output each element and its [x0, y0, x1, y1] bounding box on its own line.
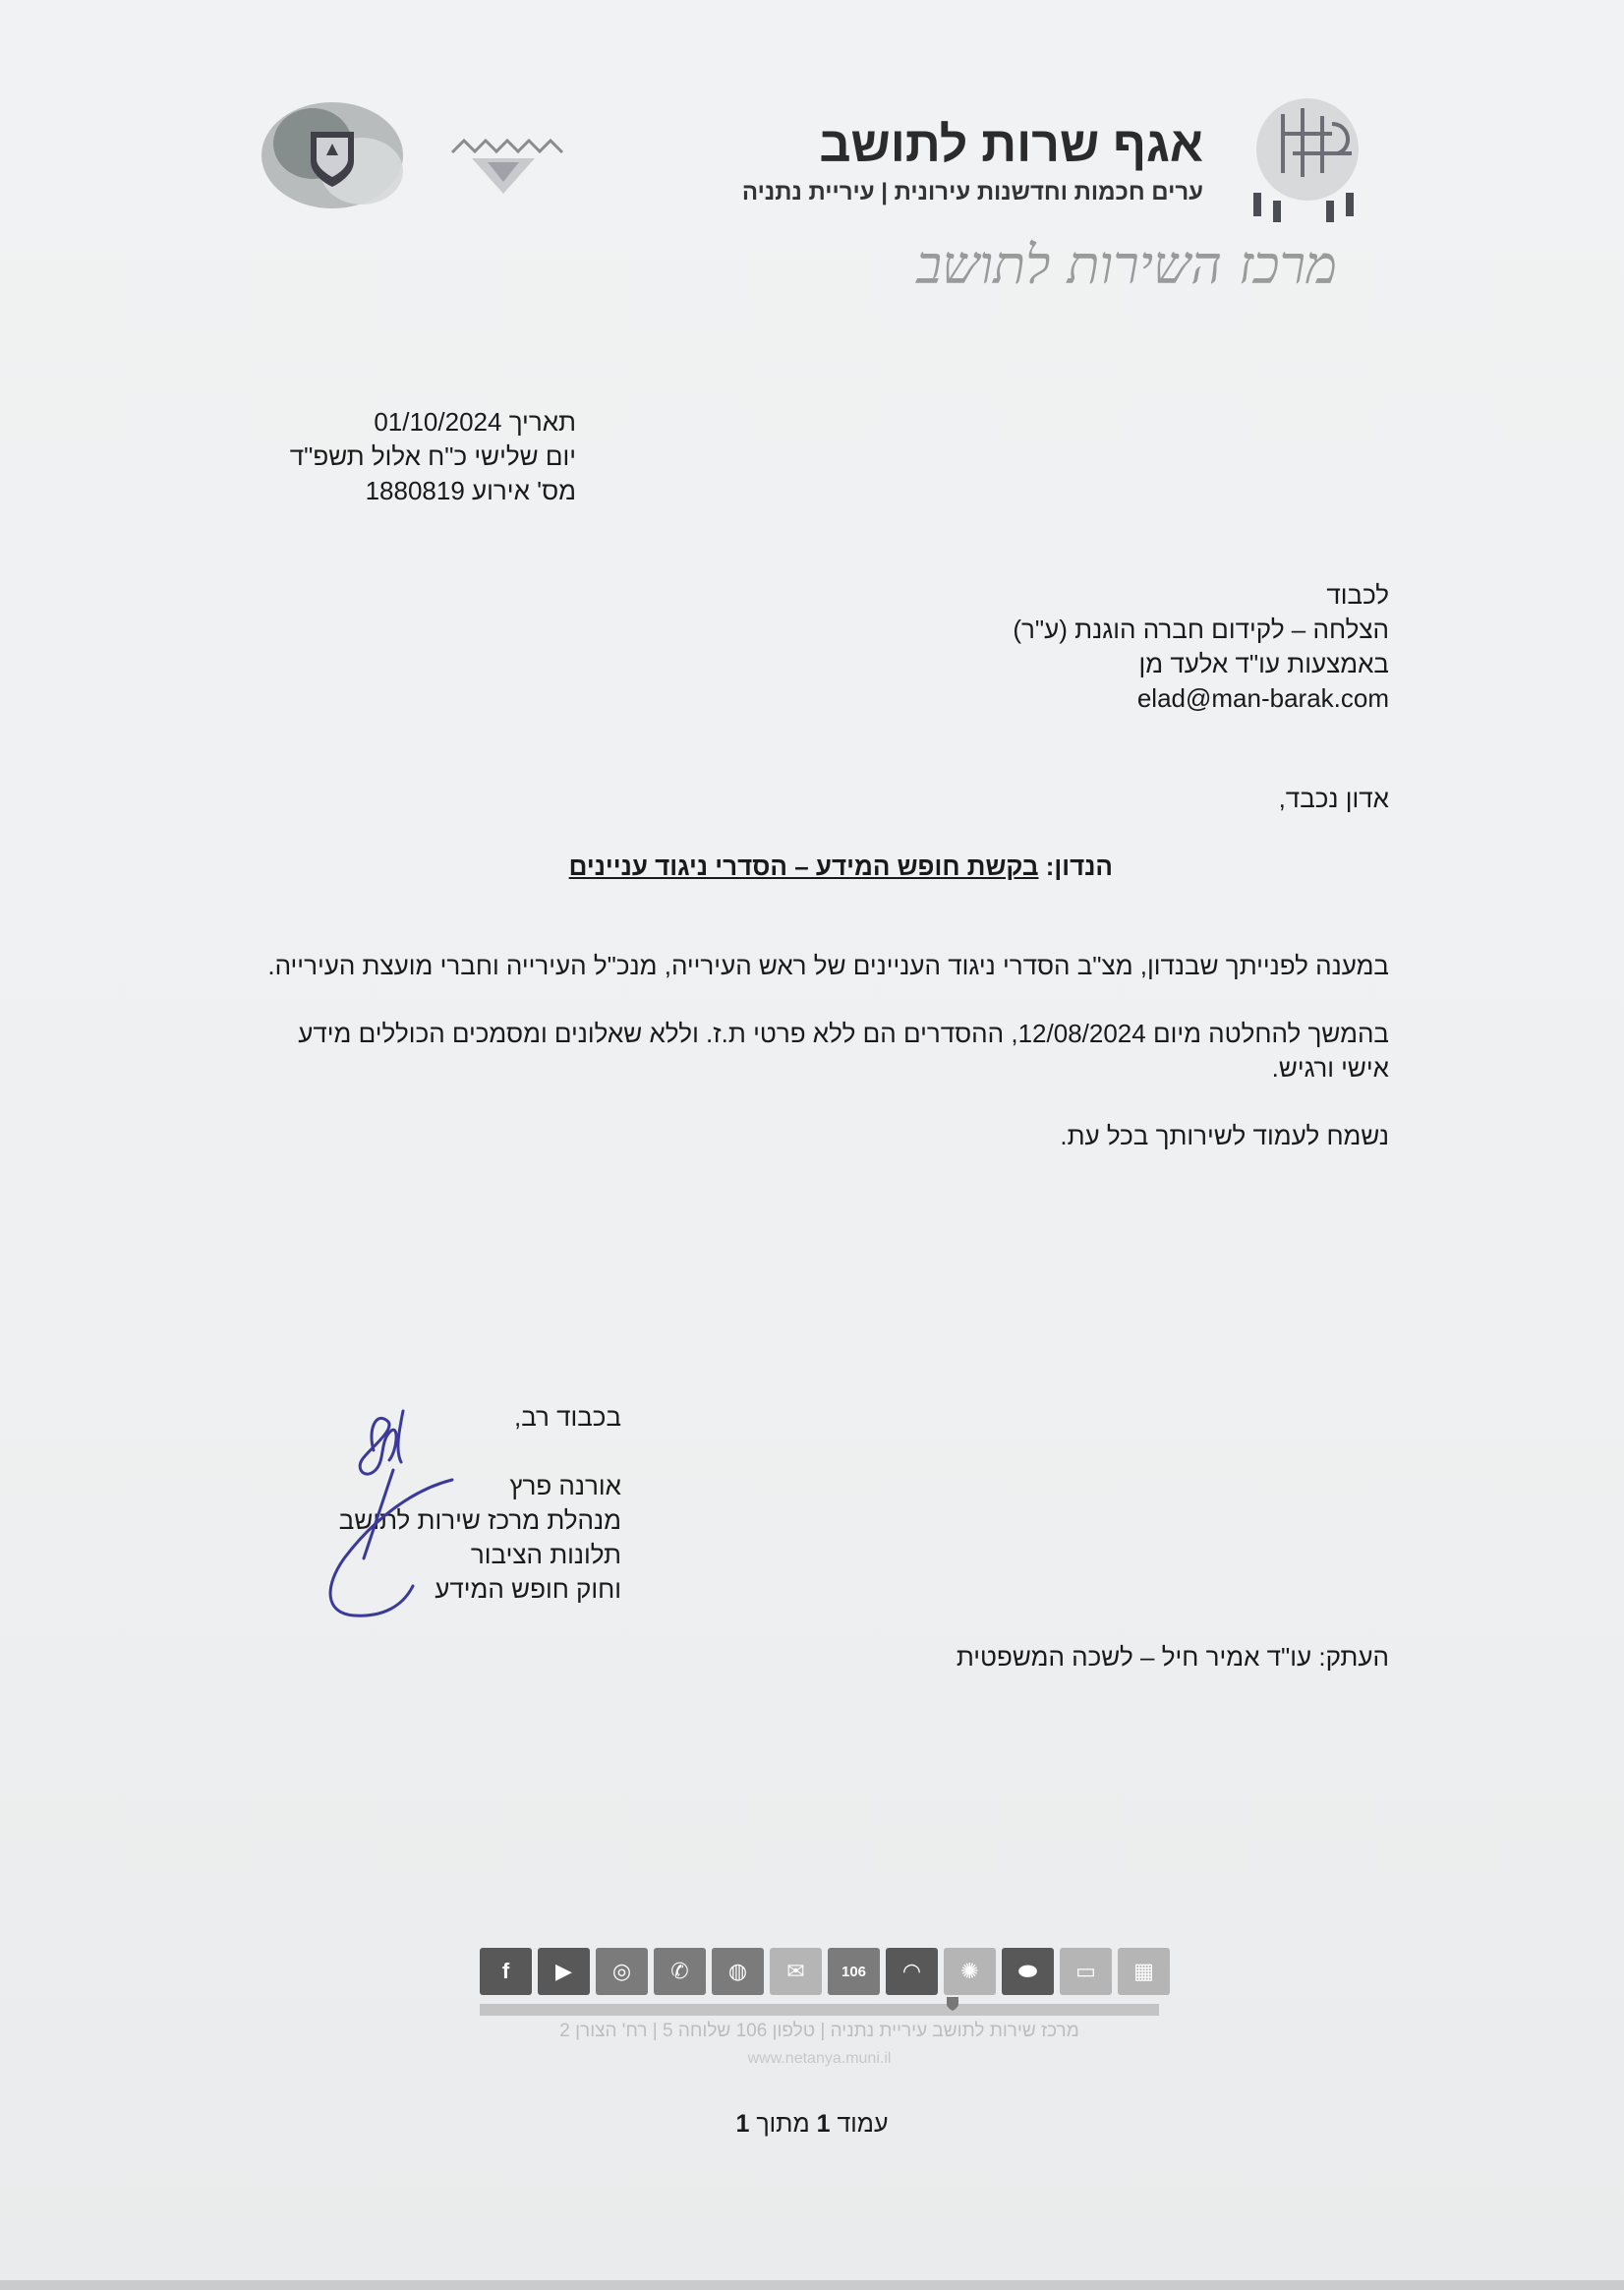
page-of: מתוך: [756, 2110, 810, 2138]
service-center-script-title: מרכז השירות לתושב: [916, 234, 1337, 296]
event-number: מס' אירוע 1880819: [365, 476, 576, 505]
signer-title-2: תלונות הציבור: [470, 1540, 621, 1569]
letter-date: תאריך 01/10/2024: [374, 407, 576, 437]
youtube-icon[interactable]: ▶: [538, 1948, 590, 1995]
car-icon[interactable]: ⬬: [1002, 1948, 1054, 1995]
salutation: אדון נכבד,: [1278, 784, 1389, 813]
monitor-icon[interactable]: ▭: [1060, 1948, 1112, 1995]
recipient-email: elad@man-barak.com: [1136, 683, 1389, 713]
body-paragraph-2: בהמשך להחלטה מיום 12/08/2024, ההסדרים הם ללא פרטי ת.ז. וללא שאלונים ומסמכים הכוללים מידע אישי ורגיש.: [298, 1019, 1389, 1083]
facebook-icon[interactable]: f: [480, 1948, 532, 1995]
department-title: אגף שרות לתושב: [819, 117, 1203, 172]
footer-bar: [480, 2004, 1159, 2016]
footer-icon-strip: [480, 1948, 1170, 1995]
body-paragraph-1: במענה לפנייתך שבנדון, מצ"ב הסדרי ניגוד העניינים של ראש העירייה, מנכ"ל העירייה וחברי מועצת העירייה.: [267, 951, 1389, 980]
footer-website[interactable]: www.netanya.muni.il: [747, 2050, 892, 2067]
signer-name: אורנה פרץ: [509, 1471, 621, 1500]
signer-title-3: וחוק חופש המידע: [435, 1574, 621, 1604]
copy-line: העתק: עו"ד אמיר חיל – לשכה המשפטית: [956, 1642, 1389, 1672]
page-number: [615, 2110, 1009, 2139]
subject-line: [569, 851, 1113, 882]
netanya-emblem-logo: [254, 94, 411, 212]
app-icon[interactable]: ✺: [944, 1948, 996, 1995]
headset-icon[interactable]: ◠: [886, 1948, 938, 1995]
page-total: 1: [735, 2110, 750, 2138]
page-prefix: עמוד: [837, 2110, 889, 2138]
recipient-attorney: באמצעות עו"ד אלעד מן: [1138, 649, 1389, 678]
signer-title-1: מנהלת מרכז שירות לתושב: [338, 1505, 621, 1535]
mail-icon[interactable]: ✉: [770, 1948, 822, 1995]
letter-meta: [290, 405, 576, 508]
whatsapp-icon[interactable]: ✆: [654, 1948, 706, 1995]
grid-icon[interactable]: ▦: [1118, 1948, 1170, 1995]
web-icon[interactable]: ◍: [712, 1948, 764, 1995]
phone-106-icon[interactable]: 106: [828, 1948, 880, 1995]
recipient-block: [1013, 578, 1389, 716]
department-subtitle: ערים חכמות וחדשנות עירונית | עיריית נתניה: [741, 179, 1203, 206]
subject-text: בקשת חופש המידע – הסדרי ניגוד עניינים: [568, 851, 1039, 881]
diamond-pattern-logo: [442, 123, 564, 202]
recipient-organization: הצלחה – לקידום חברה הוגנת (ע"ר): [1013, 615, 1389, 644]
hebrew-date: יום שלישי כ"ח אלול תשפ"ד: [289, 441, 576, 471]
recipient-honorific: לכבוד: [1326, 580, 1389, 610]
page-bottom-edge: [0, 2280, 1624, 2290]
subject-label: הנדון:: [1045, 851, 1113, 881]
shield-icon: [946, 1996, 959, 2012]
body-paragraph-3: נשמח לעמוד לשירותך בכל עת.: [1060, 1121, 1389, 1150]
handwritten-signature: [295, 1372, 482, 1617]
smart-city-circuit-logo: [1224, 94, 1381, 232]
footer-contact: מרכז שירות לתושב עיריית נתניה | טלפון 106 שלוחה 5 | רח' הצורן 2: [559, 2021, 1079, 2041]
instagram-icon[interactable]: ◎: [596, 1948, 648, 1995]
letter-body: [249, 949, 1389, 1187]
page-current: 1: [816, 2110, 831, 2138]
closing: בכבוד רב,: [513, 1402, 621, 1432]
